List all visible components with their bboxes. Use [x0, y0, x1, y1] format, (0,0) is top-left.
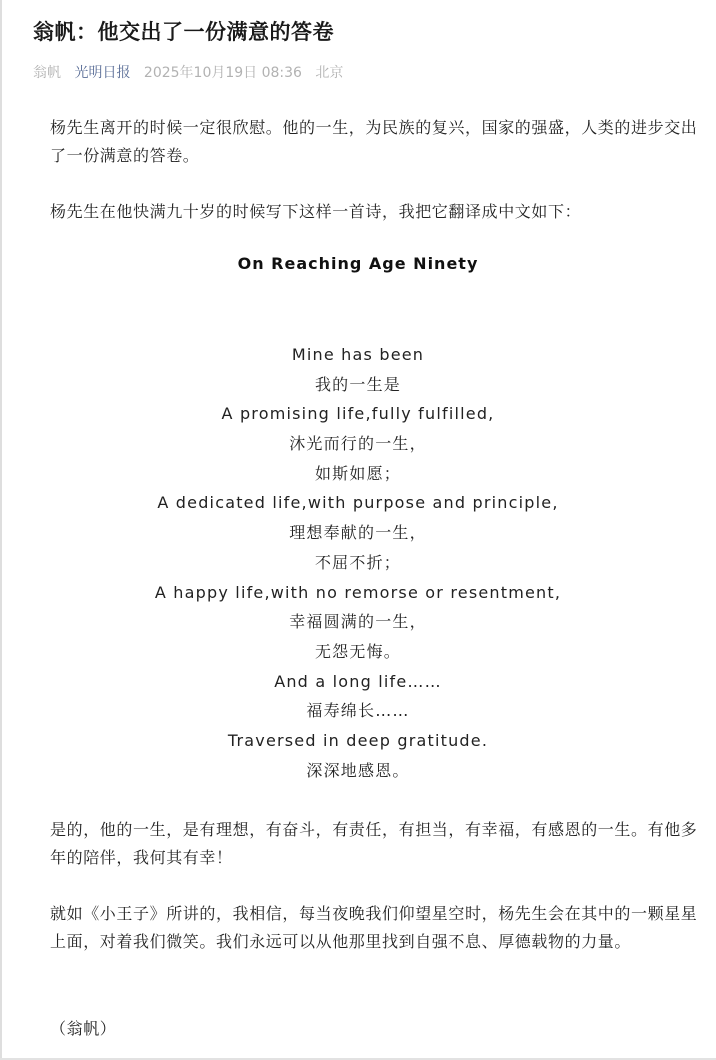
poem-title: On Reaching Age Ninety: [237, 254, 479, 273]
paragraph-3: 是的，他的一生，是有理想，有奋斗，有责任，有担当，有幸福，有感恩的一生。有他多年的陪伴，我何其有幸！: [50, 820, 698, 867]
poem-body: [0, 340, 716, 785]
poem-line: 我的一生是: [314, 374, 401, 394]
poem-line: A happy life,with no remorse or resentment,: [154, 582, 562, 602]
poem-line: A promising life,fully fulfilled,: [221, 404, 495, 424]
poem-line: 深深地感恩。: [306, 760, 410, 780]
poem-line: Traversed in deep gratitude.: [227, 730, 489, 750]
meta-source-link[interactable]: 光明日报: [74, 65, 131, 81]
poem-line: 理想奉献的一生，: [289, 523, 427, 543]
poem-line: And a long life……: [274, 671, 442, 691]
paragraph-4: 就如《小王子》所讲的，我相信，每当夜晚我们仰望星空时，杨先生会在其中的一颗星星上面，对着我们微笑。我们永远可以从他那里找到自强不息、厚德载物的力量。: [50, 904, 698, 951]
poem-line: A dedicated life,with purpose and principle,: [157, 493, 559, 513]
article-title: 翁帆：他交出了一份满意的答卷: [33, 20, 334, 44]
signature: （翁帆）: [50, 1019, 117, 1038]
poem-line: 不屈不折；: [314, 552, 401, 572]
poem-line: 福寿绵长……: [306, 701, 410, 721]
meta-location: 北京: [315, 65, 344, 81]
article-meta: [33, 62, 352, 82]
meta-datetime: 2025年10月19日 08:36: [143, 65, 302, 81]
poem-line: 沐光而行的一生，: [289, 434, 427, 454]
meta-author: 翁帆: [33, 65, 61, 81]
paragraph-2: 杨先生在他快满九十岁的时候写下这样一首诗，我把它翻译成中文如下：: [50, 202, 582, 221]
poem-line: 如斯如愿；: [314, 463, 401, 483]
paragraph-1: 杨先生离开的时候一定很欣慰。他的一生，为民族的复兴，国家的强盛，人类的进步交出了一份满意的答卷。: [50, 118, 698, 165]
poem-line: 幸福圆满的一生，: [289, 612, 427, 632]
poem-line: 无怨无悔。: [314, 641, 401, 661]
poem-line: Mine has been: [291, 345, 425, 364]
